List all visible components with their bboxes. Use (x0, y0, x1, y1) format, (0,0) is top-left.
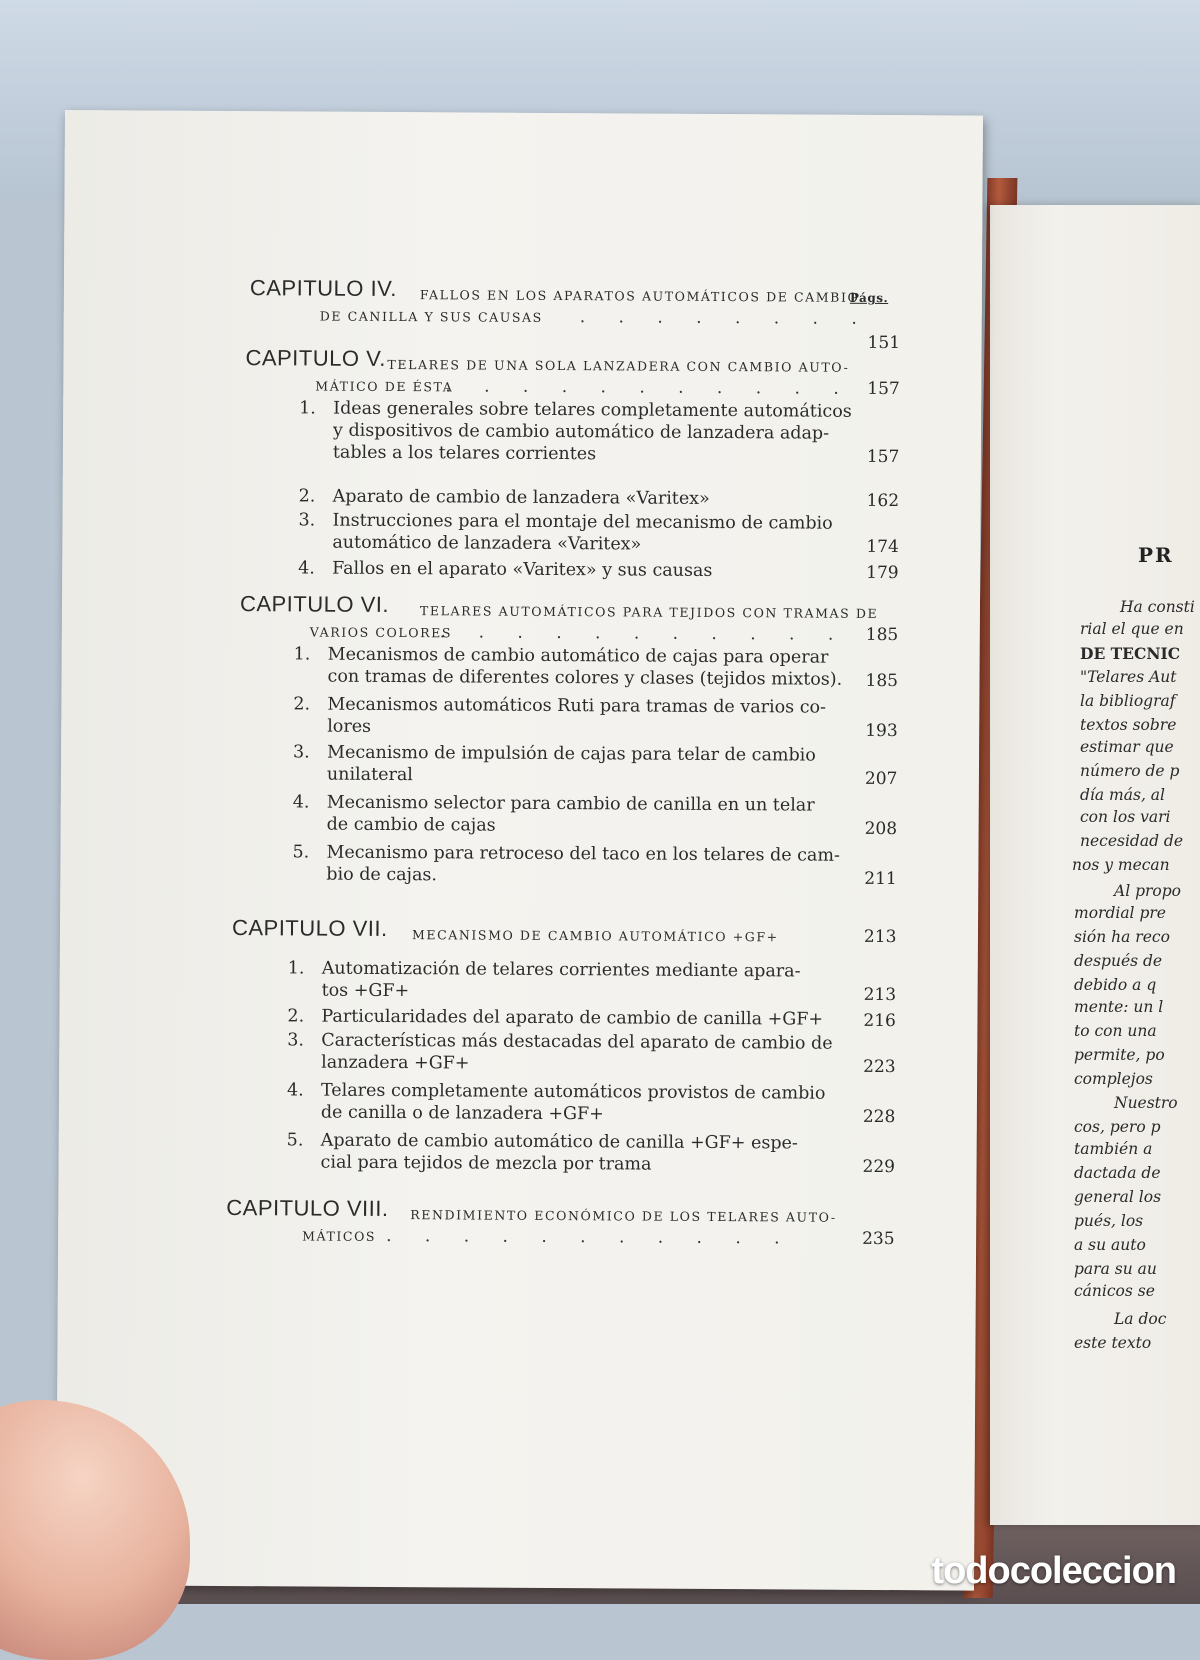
item-page: 213 (863, 984, 897, 1006)
leader-dots: . . . . . . . . . . . (439, 622, 848, 645)
chapter-title: FALLOS EN LOS APARATOS AUTOMÁTICOS DE CAMBIO (419, 287, 860, 305)
item-text: lores (327, 716, 372, 737)
item-page: 216 (863, 1010, 896, 1032)
chapter-page: 235 (862, 1228, 895, 1250)
chapter-title: MECANISMO DE CAMBIO AUTOMÁTICO +GF+ (411, 927, 779, 945)
item-page: 162 (866, 490, 900, 512)
right-page-line: este texto (1074, 1334, 1152, 1352)
right-page-line: textos sobre (1080, 716, 1177, 734)
item-page: 157 (866, 446, 900, 468)
right-page-line: complejos (1074, 1070, 1153, 1088)
item-page: 174 (866, 536, 899, 558)
item-text: Mecanismos automáticos Ruti para tramas de varios co- (327, 694, 827, 718)
right-page-line: necesidad de (1080, 832, 1184, 850)
right-page-line: número de p (1080, 762, 1180, 780)
right-page-line: debido a q (1074, 976, 1157, 994)
item-text: Mecanismo de impulsión de cajas para telar de cambio (327, 742, 816, 766)
item-text: con tramas de diferentes colores y clases (tejidos mixtos). (327, 666, 843, 690)
chapter-label: CAPITULO V. (245, 345, 386, 371)
chapter-page: 151 (867, 332, 901, 354)
right-page-line: Ha consti (1120, 598, 1195, 616)
item-page: 211 (864, 868, 897, 890)
left-page (56, 110, 983, 1591)
item-text: de cambio de cajas (326, 814, 496, 836)
item-text: tables a los telares corrientes (332, 442, 597, 465)
right-page-line: to con una (1074, 1022, 1157, 1040)
item-text: Instrucciones para el montaje del mecanismo de cambio (332, 510, 833, 534)
right-page-line: general los (1074, 1188, 1162, 1206)
item-text: Aparato de cambio automático de canilla +GF+ espe- (320, 1130, 798, 1154)
chapter-title-cont: DE CANILLA Y SUS CAUSAS (319, 308, 543, 325)
right-page-line: con los vari (1080, 808, 1171, 826)
right-page-line: rial el que en (1080, 620, 1184, 638)
chapter-title-cont: MÁTICOS (302, 1228, 377, 1244)
item-text: Telares completamente automáticos provistos de cambio (320, 1080, 826, 1104)
item-number: 2. (293, 694, 311, 715)
item-page: 223 (863, 1056, 896, 1078)
right-page-line: dactada de (1074, 1164, 1161, 1182)
right-page-line: mordial pre (1074, 904, 1166, 922)
right-page-line: pués, los (1074, 1212, 1144, 1230)
right-page-line: DE TECNIC (1080, 644, 1181, 663)
item-text: Mecanismo selector para cambio de canilla en un telar (326, 792, 815, 816)
right-page-line: estimar que (1080, 738, 1174, 756)
item-text: de canilla o de lanzadera +GF+ (320, 1102, 604, 1125)
item-number: 1. (299, 398, 316, 419)
item-number: 1. (287, 958, 305, 979)
item-number: 2. (287, 1006, 305, 1027)
item-page: 179 (866, 562, 899, 584)
item-text: Ideas generales sobre telares completamente automáticos (333, 398, 852, 422)
chapter-title: TELARES DE UNA SOLA LANZADERA CON CAMBIO AUTO- (387, 356, 850, 375)
right-page-line: la bibliograf (1080, 692, 1176, 710)
right-page-line: después de (1074, 952, 1163, 970)
chapter-page: 185 (865, 624, 899, 646)
item-number: 1. (293, 644, 311, 665)
watermark-logo: todocoleccion (931, 1550, 1176, 1592)
item-number: 4. (292, 792, 310, 813)
chapter-title-cont: MÁTICO DE ÉSTA (315, 378, 454, 395)
right-page-line: a su auto (1074, 1236, 1146, 1254)
item-text: Automatización de telares corrientes mediante apara- (321, 958, 801, 982)
right-page-line: sión ha reco (1074, 928, 1170, 946)
item-number: 5. (292, 842, 310, 863)
item-text: Fallos en el aparato «Varitex» y sus causas (332, 558, 713, 581)
chapter-label: CAPITULO IV. (249, 275, 398, 302)
item-page: 229 (862, 1156, 896, 1178)
item-page: 228 (862, 1106, 896, 1128)
table-of-contents (56, 110, 983, 1591)
leader-dots: . . . . . . . . (579, 307, 871, 329)
right-page-line: para su au (1074, 1260, 1157, 1278)
item-text: automático de lanzadera «Varitex» (332, 532, 642, 555)
item-number: 3. (293, 742, 310, 763)
item-text: Mecanismos de cambio automático de cajas para operar (327, 644, 829, 668)
right-page-line: mente: un l (1074, 998, 1164, 1016)
item-text: bio de cajas. (326, 864, 438, 886)
item-text: cial para tejidos de mezcla por trama (320, 1152, 652, 1175)
right-page-line: Nuestro (1114, 1094, 1178, 1112)
chapter-title-cont: VARIOS COLORES (309, 624, 453, 641)
chapter-label: CAPITULO VIII. (226, 1195, 389, 1221)
item-text: lanzadera +GF+ (321, 1052, 470, 1074)
item-text: unilateral (326, 764, 413, 786)
item-page: 193 (865, 720, 898, 742)
right-page-line: Al propo (1114, 882, 1181, 900)
item-text: Características más destacadas del aparato de cambio de (321, 1030, 833, 1054)
chapter-label: CAPITULO VI. (239, 591, 390, 617)
right-page-line: cos, pero p (1074, 1118, 1161, 1136)
item-text: Mecanismo para retroceso del taco en los telares de cam- (326, 842, 840, 866)
right-page-heading: PR (1138, 543, 1174, 567)
right-page-line: permite, po (1074, 1046, 1165, 1064)
leader-dots: . . . . . . . . . . . (386, 1225, 794, 1249)
item-number: 4. (298, 558, 315, 579)
chapter-page: 157 (867, 378, 900, 400)
leader-dots: . . . . . . . . . . . (445, 376, 853, 399)
item-number: 3. (287, 1030, 305, 1051)
item-text: Aparato de cambio de lanzadera «Varitex» (332, 486, 710, 509)
item-text: Particularidades del aparato de cambio de canilla +GF+ (321, 1006, 824, 1030)
item-number: 5. (286, 1130, 304, 1151)
item-text: y dispositivos de cambio automático de lanzadera adap- (332, 420, 830, 444)
chapter-title: RENDIMIENTO ECONÓMICO DE LOS TELARES AUTO- (410, 1207, 837, 1225)
item-number: 4. (286, 1080, 304, 1101)
right-page-line: cánicos se (1074, 1282, 1155, 1300)
item-page: 185 (865, 670, 899, 692)
item-number: 3. (298, 510, 316, 531)
item-page: 207 (864, 768, 898, 790)
item-text: tos +GF+ (321, 980, 410, 1002)
right-page-line: La doc (1114, 1310, 1167, 1328)
chapter-label: CAPITULO VII. (231, 915, 388, 941)
item-page: 208 (864, 818, 898, 840)
right-page-line: nos y mecan (1072, 856, 1170, 874)
item-number: 2. (298, 486, 316, 507)
chapter-title: TELARES AUTOMÁTICOS PARA TEJIDOS CON TRAMAS DE (419, 603, 879, 621)
chapter-page: 213 (863, 926, 897, 948)
right-page-line: día más, al (1080, 786, 1165, 804)
right-page-line: también a (1074, 1140, 1153, 1158)
pags-header: Págs. (849, 290, 889, 306)
right-page-line: "Telares Aut (1080, 668, 1177, 686)
